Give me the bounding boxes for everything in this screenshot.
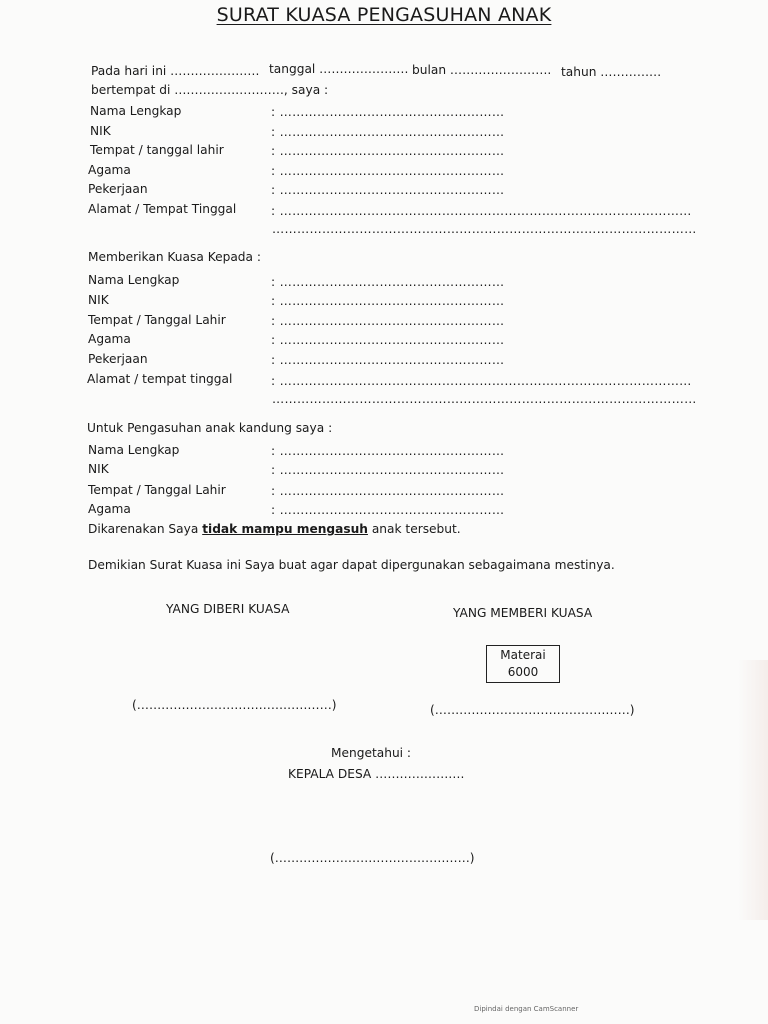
field-blank: : ……………………………………………… [271,353,505,367]
document-title: SURAT KUASA PENGASUHAN ANAK [216,4,552,26]
stamp-label: Materai [500,648,546,662]
witness-signature-line: (…………………………………………) [270,851,475,865]
field-blank: : ……………………………………………… [271,444,505,458]
section-heading: Untuk Pengasuhan anak kandung saya : [87,421,333,435]
field-blank: : ……………………………………………… [271,164,505,178]
field-blank: : ……………………………………………… [271,144,505,158]
scan-edge-shadow [738,660,768,920]
field-blank: : ……………………………………………… [271,333,505,347]
scanner-watermark: Dipindai dengan CamScanner [474,1005,579,1013]
field-blank: : ……………………………………………… [271,183,505,197]
field-blank: : ……………………………………………… [271,503,505,517]
field-blank: : ……………………………………………… [271,275,505,289]
materai-stamp-box [486,645,560,683]
field-label: Agama [88,502,131,516]
field-label: Nama Lengkap [90,104,182,118]
field-blank: : ……………………………………………… [271,314,505,328]
receiver-label: YANG DIBERI KUASA [166,602,290,616]
field-blank: : ……………………………………………… [271,294,505,308]
reason-text: Dikarenakan Saya [88,522,203,536]
section-heading: Memberikan Kuasa Kepada : [88,250,261,264]
intro-tahun: tahun …………… [561,65,662,79]
intro-tanggal: tanggal …………………. [269,62,409,76]
witness-label: Mengetahui : [331,746,412,760]
field-label: Pekerjaan [88,352,148,366]
field-blank-continuation: ………………………………………………………………………………………… [272,222,697,236]
field-label: NIK [88,462,109,476]
intro-bertempat: bertempat di ………………………, saya : [91,83,329,97]
field-blank-long: : ……………………………………………………………………………………… [271,374,692,388]
intro-bulan: bulan ……………………. [412,63,552,77]
giver-label: YANG MEMBERI KUASA [453,606,593,620]
field-label: Agama [88,163,131,177]
field-label: Tempat / Tanggal Lahir [88,313,226,327]
intro-pada-hari-ini: Pada hari ini …………………. [91,64,260,78]
field-blank: : ……………………………………………… [271,463,505,477]
closing-statement: Demikian Surat Kuasa ini Saya buat agar dapat dipergunakan sebagaimana mestinya. [88,558,615,572]
field-label: Alamat / Tempat Tinggal [88,202,237,216]
receiver-signature-line: (…………………………………………) [132,698,337,712]
field-label: Alamat / tempat tinggal [87,372,233,386]
field-label: Nama Lengkap [88,273,180,287]
field-label: Tempat / tanggal lahir [90,143,224,157]
giver-signature-line: (…………………………………………) [430,703,635,717]
reason-text-end: anak tersebut. [367,522,461,536]
field-blank: : ……………………………………………… [271,484,505,498]
field-blank: : ……………………………………………… [271,105,505,119]
reason-emphasis: tidak mampu mengasuh [202,522,368,536]
stamp-value: 6000 [507,665,539,679]
field-blank-continuation: ………………………………………………………………………………………… [272,392,697,406]
field-label: Agama [88,332,131,346]
field-label: NIK [88,293,109,307]
field-label: Pekerjaan [88,182,148,196]
field-blank-long: : ……………………………………………………………………………………… [271,204,692,218]
field-label: Nama Lengkap [88,443,180,457]
field-blank: : ……………………………………………… [271,125,505,139]
field-label: NIK [90,124,111,138]
field-label: Tempat / Tanggal Lahir [88,483,226,497]
reason-sentence [88,522,461,536]
witness-title: KEPALA DESA …………………. [288,767,465,781]
